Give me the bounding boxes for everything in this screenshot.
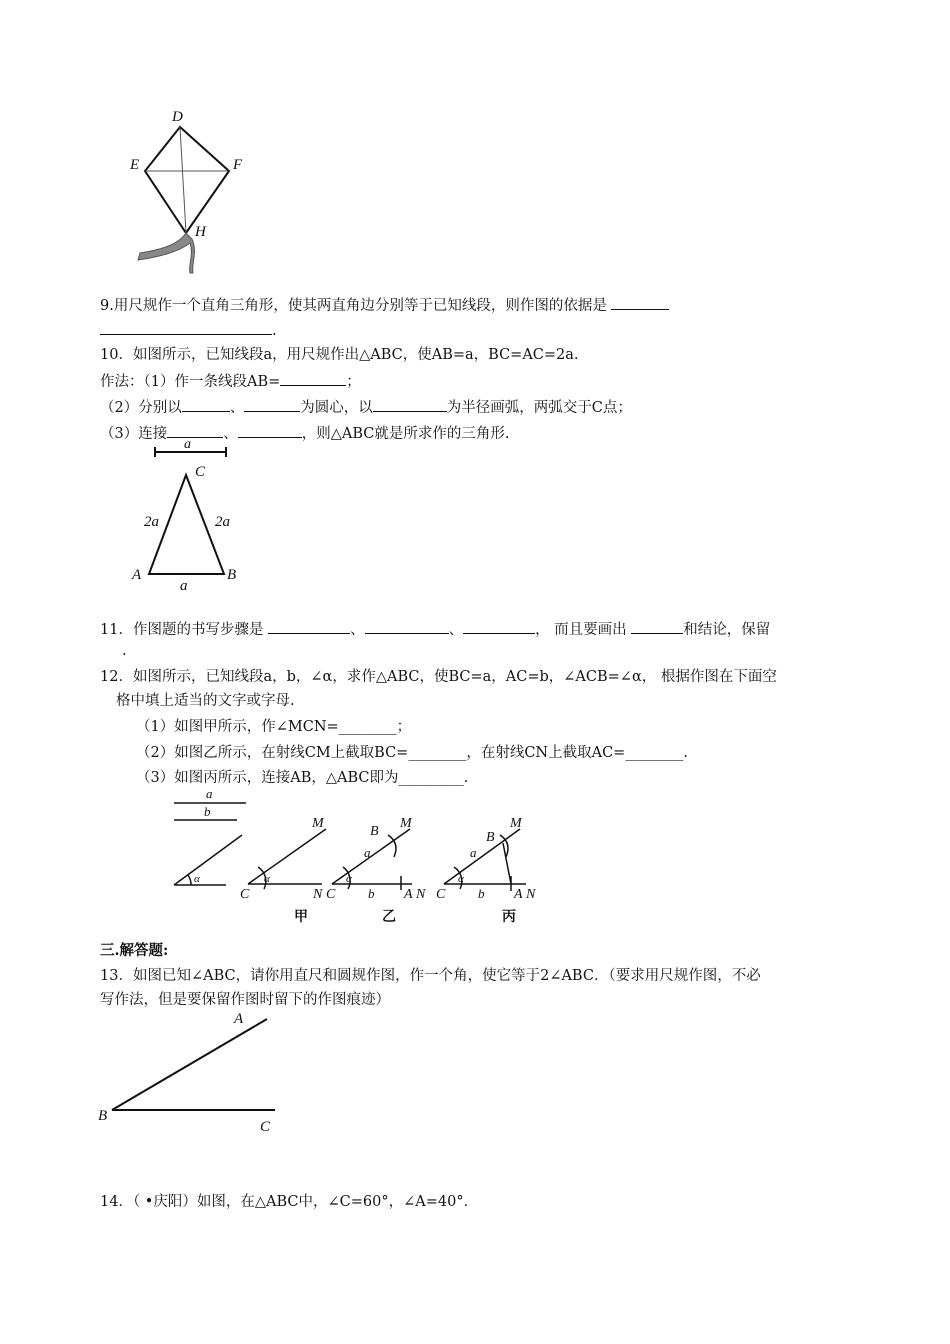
jia-C: C	[240, 887, 250, 902]
q14-stem: 14．（ •庆阳）如图，在△ABC中，∠C=60°，∠A=40°．	[100, 1194, 479, 1210]
construction-steps-figure	[160, 785, 560, 930]
fig-alpha-label: α	[194, 873, 200, 885]
bing-M: M	[510, 816, 522, 831]
q10-step3: （3）连接 、 ，则△ABC就是所求作的三角形.	[100, 423, 509, 444]
label-right-2a: 2a	[215, 514, 230, 530]
yi-C: C	[326, 887, 336, 902]
q9-line2: .	[100, 320, 277, 341]
yi-a: a	[364, 845, 371, 860]
q10-blank-center1[interactable]	[182, 397, 230, 412]
label-H: H	[195, 224, 206, 240]
yi-M: M	[400, 816, 412, 831]
label-C: C	[260, 1119, 271, 1135]
q10-blank-connect1[interactable]	[167, 423, 223, 438]
caption-jia: 甲	[294, 909, 308, 925]
kite-shape	[145, 127, 229, 233]
q10-step1: 作法：（1）作一条线段AB= ；	[100, 371, 361, 392]
angle-abc-figure	[90, 1005, 300, 1140]
bing-C: C	[436, 887, 446, 902]
jia-M: M	[312, 816, 324, 831]
label-B: B	[227, 567, 237, 583]
kite-tail	[138, 233, 194, 273]
q9-blank-1[interactable]	[611, 295, 669, 310]
label-F: F	[233, 157, 243, 173]
yi-A: A	[404, 887, 413, 902]
triangle-figure	[120, 440, 260, 600]
q12-step1: （1）如图甲所示，作∠MCN=________；	[136, 719, 412, 735]
jia-ray	[248, 829, 326, 884]
bing-ab	[503, 843, 511, 884]
q13-line1: 13．如图已知∠ABC，请你用直尺和圆规作图，作一个角，使它等于2∠ABC．（要求用尺规作图，不必	[100, 968, 761, 984]
bing-A: A	[514, 887, 523, 902]
fig-b-label: b	[204, 804, 211, 819]
fig-a-label: a	[206, 786, 213, 801]
q12-line1: 12．如图所示，已知线段a，b，∠α，求作△ABC，使BC=a，AC=b，∠ACB=∠α， 根据作图在下面空	[100, 669, 777, 685]
q12-step3: （3）如图丙所示，连接AB，△ABC即为_________.	[136, 770, 469, 786]
yi-alpha: α	[346, 873, 352, 885]
given-angle-ray	[174, 835, 242, 885]
ray-BA	[112, 1019, 267, 1110]
caption-bing: 丙	[502, 909, 516, 925]
jia-alpha: α	[264, 873, 270, 885]
yi-N: N	[416, 887, 426, 902]
q10-stem: 10．如图所示，已知线段a，用尺规作出△ABC，使AB=a，BC=AC=2a.	[100, 347, 579, 363]
bing-alpha: α	[458, 873, 464, 885]
bing-a: a	[470, 845, 477, 860]
q11-line1: 11．作图题的书写步骤是 、 、 ， 而且要画出 和结论，保留	[100, 619, 770, 640]
q10-blank-center2[interactable]	[244, 397, 300, 412]
label-B: B	[98, 1108, 108, 1124]
triangle-abc	[149, 475, 224, 574]
q10-step2: （2）分别以 、 为圆心，以 为半径画弧，两弧交于C点；	[100, 397, 632, 418]
label-E: E	[130, 157, 140, 173]
kite-vertical	[180, 127, 186, 233]
label-D: D	[172, 109, 183, 125]
q11-blank-2[interactable]	[365, 619, 449, 634]
q10-blank-connect2[interactable]	[238, 423, 302, 438]
label-left-2a: 2a	[144, 514, 159, 530]
q11-blank-3[interactable]	[463, 619, 535, 634]
bing-N: N	[526, 887, 536, 902]
q11-blank-4[interactable]	[631, 619, 683, 634]
q11-blank-1[interactable]	[268, 619, 350, 634]
bing-b: b	[478, 886, 485, 901]
q11-line2: .	[122, 643, 127, 659]
q9-blank-2[interactable]	[100, 320, 272, 335]
yi-B: B	[370, 824, 379, 839]
q10-blank-ab[interactable]	[280, 371, 346, 386]
jia-N: N	[313, 887, 323, 902]
q12-step2: （2）如图乙所示，在射线CM上截取BC=________，在射线CN上截取AC=________.	[136, 745, 688, 761]
bing-ray	[444, 829, 520, 884]
kite-figure	[120, 105, 260, 280]
given-angle-arc	[188, 875, 191, 885]
caption-yi: 乙	[382, 909, 396, 925]
yi-arc-b	[388, 835, 396, 857]
label-A: A	[234, 1011, 244, 1027]
q10-blank-radius[interactable]	[373, 397, 447, 412]
yi-b: b	[368, 886, 375, 901]
segment-a-label: a	[184, 440, 191, 452]
q13-line2: 写作法，但是要保留作图时留下的作图痕迹）	[100, 992, 390, 1008]
label-C: C	[195, 464, 206, 480]
label-A: A	[132, 567, 142, 583]
section-3-heading: 三.解答题:	[100, 942, 169, 959]
bing-B: B	[486, 830, 495, 845]
q9-line1: 9.用尺规作一个直角三角形，使其两直角边分别等于已知线段，则作图的依据是	[100, 295, 669, 316]
q12-line2: 格中填上适当的文字或字母.	[116, 693, 295, 709]
label-bottom-a: a	[180, 578, 188, 594]
